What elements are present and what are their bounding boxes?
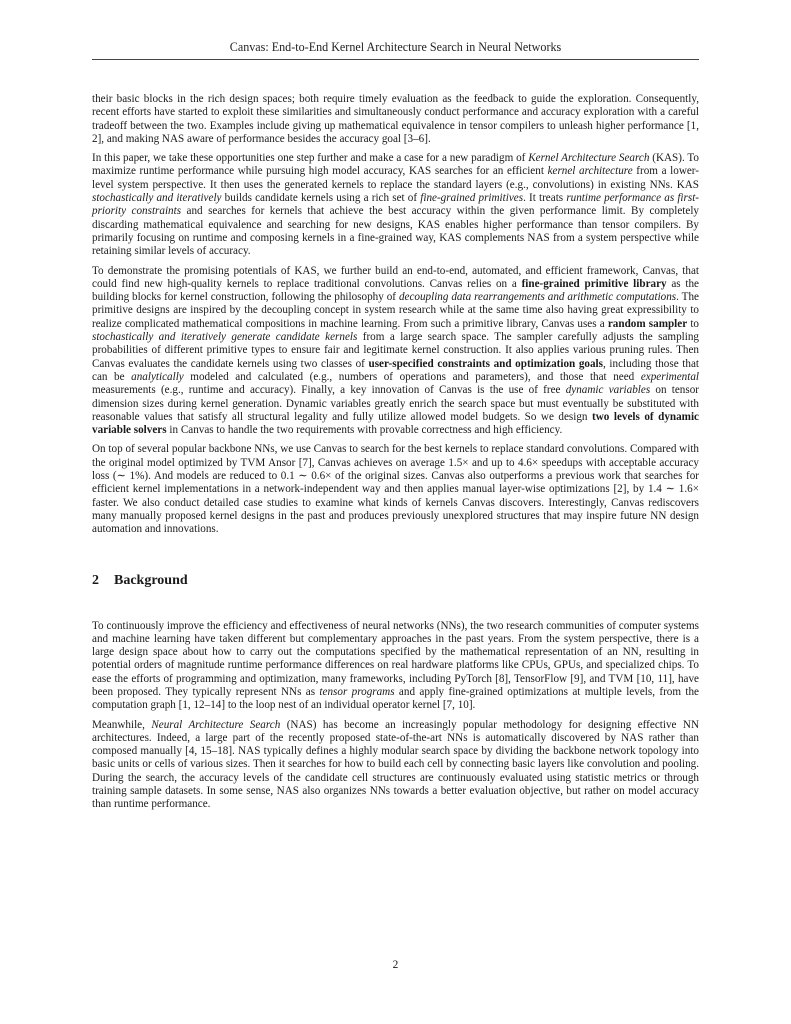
text-run: (KAS). To maximize runtime performance while pursuing high model accuracy, KAS searches for an efficient xyxy=(92,152,699,178)
text-run: modeled and calculated (e.g., numbers of operations and parameters), and those that need xyxy=(183,370,641,383)
paragraph-background-1 xyxy=(92,620,699,713)
emphasis-text: kernel architecture xyxy=(547,165,633,178)
emphasis-text: tensor programs xyxy=(319,685,395,698)
text-run: Meanwhile, xyxy=(92,718,152,731)
text-run: from a large search space. The sampler carefully adjusts the sampling probabilities of different primitive types to ensure fair and legitimate kernel construction. It also applies various pruning rules. Then Canvas evaluates the candidate kernels using two classes of xyxy=(92,331,699,370)
emphasis-text: fine-grained primitives xyxy=(420,192,524,205)
section-heading xyxy=(92,572,699,589)
emphasis-text: Neural Architecture Search xyxy=(151,718,281,731)
emphasis-text: experimental xyxy=(640,370,699,383)
emphasis-text: dynamic variables xyxy=(565,384,651,397)
emphasis-text: decoupling data rearrangements and arithmetic computations xyxy=(398,291,677,304)
paragraph-intro-continued: their basic blocks in the rich design spaces; both require timely evaluation as the feedback to guide the exploration. Consequently, recent efforts have started to exploit these similarities and simultaneously conduct performance and accuracy exploration with a careful tradeoff between the two. Examples include giving up mathematical equivalence in tensor compilers to unleash higher performance [1, 2], and making NAS aware of performance besides the accuracy goal [3–6]. xyxy=(92,93,699,145)
text-run: from a lower-level system perspective. It then uses the generated kernels to replace the standard layers (e.g., convolutions) in existing NNs. KAS xyxy=(92,165,700,191)
page-number: 2 xyxy=(392,959,399,971)
text-run: (NAS) has become an increasingly popular methodology for designing effective NN architectures. Indeed, a large part of the recently proposed state-of-the-art NNs is automatically discovered by NAS rather than composed manually [4, 15–18]. NAS typically defines a highly modular search space by dividing the backbone network topology into basic units or cells of various sizes. Then it searches for how to build each cell by connecting basic layers like convolution and pooling. During the search, the accuracy levels of the candidate cell structures are continuously evaluated using statistic metrics or through training sample datasets. In some sense, NAS also organizes NNs towards a better evaluation objective, but rather on model accuracy than runtime performance. xyxy=(92,718,699,811)
paragraph-background-2 xyxy=(92,719,699,812)
emphasis-text: Kernel Architecture Search xyxy=(528,152,650,165)
text-run: to xyxy=(687,317,699,330)
emphasis-text: runtime performance as first-priority constraints xyxy=(92,192,699,218)
emphasis-text: stochastically and iteratively generate candidate kernels xyxy=(92,331,358,344)
text-run: . The primitive designs are inspired by the decoupling concept in system research while at the same time also having great expressibility to realize complicated mathematical compositions in machine learning. From such a primitive library, Canvas uses a xyxy=(92,291,699,330)
body-text xyxy=(92,93,699,818)
bold-text: random sampler xyxy=(607,317,688,330)
paragraph-kas-paradigm xyxy=(92,152,699,258)
text-run: measurements (e.g., runtime and accuracy). Finally, a key innovation of Canvas is the use of free xyxy=(92,384,566,397)
running-header: Canvas: End-to-End Kernel Architecture Search in Neural Networks xyxy=(229,40,562,54)
text-run: and searches for kernels that achieve the best accuracy within the given performance limit. By completely discarding mathematical equivalence and searching for new designs, KAS enables higher performance than tensor compilers. By primarily focusing on runtime and composing kernels in a fine-grained way, KAS complements NAS from a system perspective while retaining similar levels of accuracy. xyxy=(92,205,699,258)
emphasis-text: analytically xyxy=(131,370,184,383)
text-run: To demonstrate the promising potentials of KAS, we further build an end-to-end, automated, and efficient framework, Canvas, that could find new high-quality kernels to replace traditional convolutions. Canvas relies on a xyxy=(92,264,699,290)
paragraph-results: On top of several popular backbone NNs, we use Canvas to search for the best kernels to replace standard convolutions. Compared with the original model optimized by TVM Ansor [7], Canvas achieves on average 1.5× and up to 4.6× speedups with acceptable accuracy loss (∼ 1%). And models are reduced to 0.1 ∼ 0.6× of the original sizes. Canvas also outperforms a previous work that searches for efficient kernel implementations in a network-independent way and then applies manual layer-wise optimizations [2], by 1.4 ∼ 1.6× faster. We also conduct detailed case studies to examine what kinds of kernels Canvas discovers. Interestingly, Canvas rediscovers many manually proposed kernel designs in the past and produces previously unexplored structures that may inspire future NN design automation and innovations. xyxy=(92,443,699,536)
paragraph-canvas-framework xyxy=(92,265,699,438)
text-run: To continuously improve the efficiency and effectiveness of neural networks (NNs), the two research communities of computer systems and machine learning have taken different but complementary approaches in the past years. From the system perspective, there is a large design space about how to carry out the computations specified by the mathematical representation of an NN, resulting in potential orders of magnitude runtime performance differences on real hardware platforms like CPUs, GPUs, and specialized chips. To ease the efforts of programming and optimization, many frameworks, including PyTorch [8], TensorFlow [9], and TVM [10, 11], have been proposed. They typically represent NNs as xyxy=(92,619,699,698)
text-run: in Canvas to handle the two requirements with provable correctness and high efficiency. xyxy=(166,424,563,437)
text-run: builds candidate kernels using a rich set of xyxy=(221,192,421,205)
section-number: 2 xyxy=(92,572,99,588)
text-run: . It treats xyxy=(523,192,567,205)
text-run: , including those that can be xyxy=(92,357,699,383)
text-run: on tensor dimension sizes during kernel generation. Dynamic variables greatly enrich the search space but must eventually be substituted with reasonable values that satisfy all structural legality and fully utilize allowed model budgets. So we design xyxy=(92,384,699,423)
text-run: In this paper, we take these opportunities one step further and make a case for a new paradigm of xyxy=(92,152,529,165)
bold-text: fine-grained primitive library xyxy=(521,277,667,290)
section-title: Background xyxy=(114,572,188,588)
text-run: and apply fine-grained optimizations at multiple levels, from the computation graph [1, 12–14] to the loop nest of an individual operator kernel [7, 10]. xyxy=(92,685,699,712)
emphasis-text: stochastically and iteratively xyxy=(92,192,222,205)
bold-text: user-specified constraints and optimization goals xyxy=(368,357,603,370)
header-rule xyxy=(92,59,699,60)
text-run: as the building blocks for kernel construction, following the philosophy of xyxy=(92,277,699,304)
bold-text: two levels of dynamic variable solvers xyxy=(92,410,699,437)
